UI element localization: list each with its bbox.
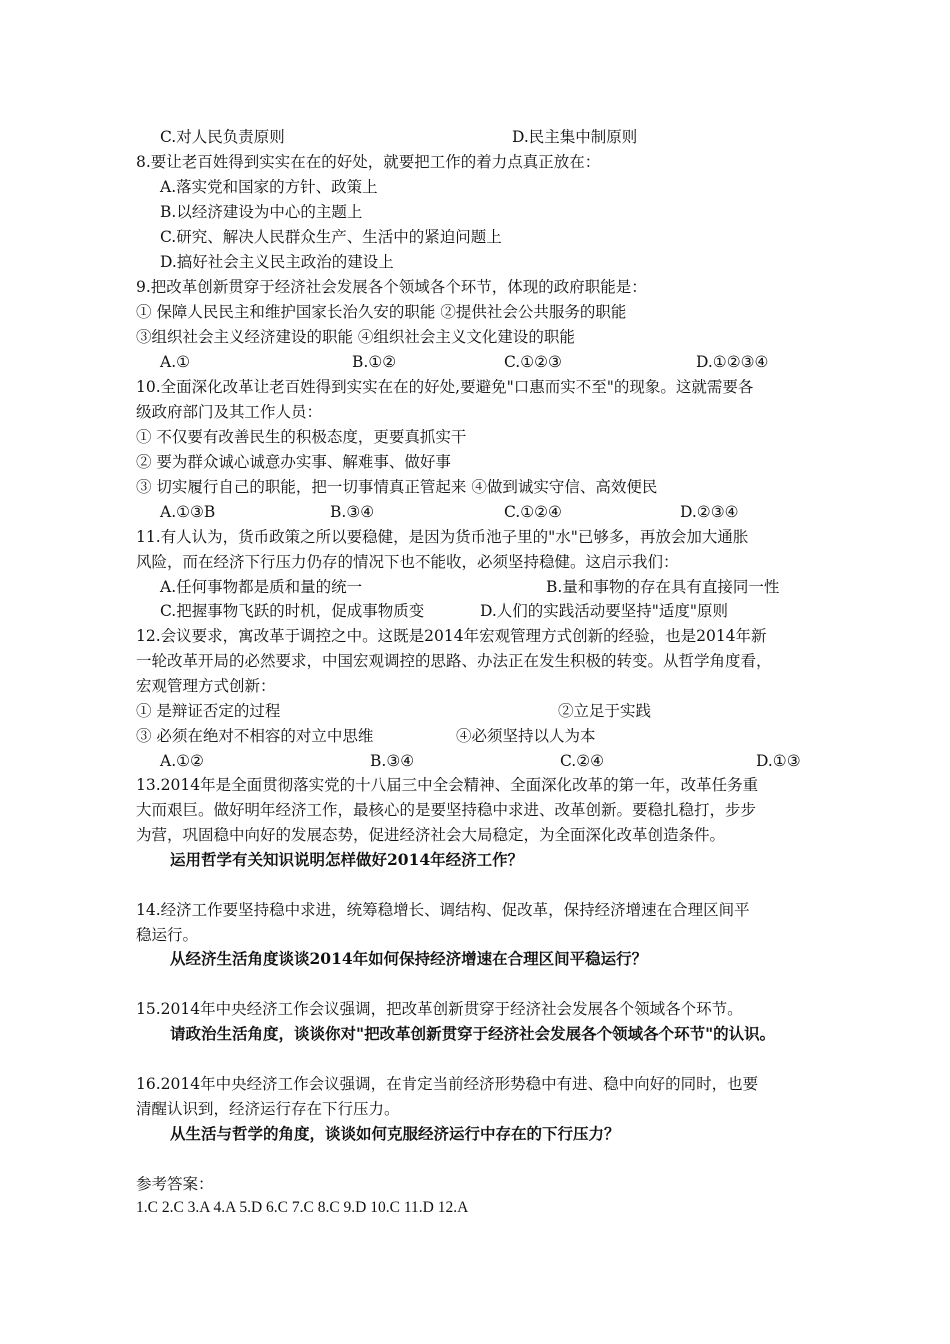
q13-stem-1: 13.2014年是全面贯彻落实党的十八届三中全会精神、全面深化改革的第一年，改革任务重	[136, 776, 759, 794]
q10-option-b: B.③④	[330, 503, 375, 521]
q12-stem-1: 12.会议要求，寓改革于调控之中。这既是2014年宏观管理方式创新的经验，也是2014年新	[136, 627, 767, 645]
q12-option-d: D.①③	[756, 752, 801, 770]
q8-option-c: C.研究、解决人民群众生产、生活中的紧迫问题上	[160, 228, 502, 246]
q11-option-d: D.人们的实践活动要坚持"适度"原则	[480, 602, 729, 620]
q9-option-d: D.①②③④	[696, 353, 769, 371]
q10-item-1: ① 不仅要有改善民生的积极态度，更要真抓实干	[136, 428, 467, 446]
q16-question: 从生活与哲学的角度，谈谈如何克服经济运行中存在的下行压力？	[170, 1124, 620, 1143]
q15-question: 请政治生活角度，谈谈你对"把改革创新贯穿于经济社会发展各个领域各个环节"的认识。	[170, 1024, 776, 1043]
q13-stem-2: 大而艰巨。做好明年经济工作，最核心的是要坚持稳中求进、改革创新。要稳扎稳打，步步	[136, 801, 757, 819]
q15-stem: 15.2014年中央经济工作会议强调，把改革创新贯穿于经济社会发展各个领域各个环节。	[136, 1000, 743, 1018]
q9-option-b: B.①②	[352, 353, 397, 371]
q13-question: 运用哲学有关知识说明怎样做好2014年经济工作？	[170, 850, 524, 869]
q16-stem-2: 清醒认识到，经济运行存在下行压力。	[136, 1100, 400, 1118]
q8-option-b: B.以经济建设为中心的主题上	[160, 203, 363, 221]
q9-item-1: ① 保障人民民主和维护国家长治久安的职能 ②提供社会公共服务的职能	[136, 303, 627, 321]
answers-list: 1.C 2.C 3.A 4.A 5.D 6.C 7.C 8.C 9.D 10.C 11.D 12.A	[136, 1199, 469, 1216]
q12-option-c: C.②④	[560, 752, 605, 770]
q8-option-d: D.搞好社会主义民主政治的建设上	[160, 253, 394, 271]
q9-option-c: C.①②③	[504, 353, 562, 371]
q10-item-3: ③ 切实履行自己的职能，把一切事情真正管起来 ④做到诚实守信、高效便民	[136, 478, 658, 496]
q10-stem-2: 级政府部门及其工作人员：	[136, 403, 323, 421]
q10-option-c: C.①②④	[504, 503, 562, 521]
q12-stem-3: 宏观管理方式创新：	[136, 677, 276, 695]
q14-stem-2: 稳运行。	[136, 926, 199, 944]
q12-option-a: A.①②	[160, 752, 204, 770]
q9-stem: 9.把改革创新贯穿于经济社会发展各个领域各个环节，体现的政府职能是：	[136, 278, 647, 296]
q10-option-d: D.②③④	[680, 503, 739, 521]
q16-stem-1: 16.2014年中央经济工作会议强调，在肯定当前经济形势稳中有进、稳中向好的同时，也要	[136, 1075, 759, 1093]
q10-stem-1: 10.全面深化改革让老百姓得到实实在在的好处,要避免"口惠而实不至"的现象。这就需要各	[136, 378, 754, 396]
answers-title: 参考答案：	[136, 1175, 214, 1193]
q12-item-3: ③ 必须在绝对不相容的对立中思维	[136, 727, 374, 745]
q10-option-a: A.①③B	[160, 503, 216, 521]
q11-option-c: C.把握事物飞跃的时机，促成事物质变	[160, 602, 425, 620]
q11-stem-2: 风险，而在经济下行压力仍存的情况下也不能收，必须坚持稳健。这启示我们：	[136, 553, 679, 571]
q12-option-b: B.③④	[370, 752, 415, 770]
q11-option-a: A.任何事物都是质和量的统一	[160, 578, 363, 596]
q11-option-b: B.量和事物的存在具有直接同一性	[546, 578, 780, 596]
q11-stem-1: 11.有人认为，货币政策之所以要稳健，是因为货币池子里的"水"已够多，再放会加大通胀	[136, 528, 749, 546]
q13-stem-3: 为营，巩固稳中向好的发展态势，促进经济社会大局稳定，为全面深化改革创造条件。	[136, 826, 726, 844]
q12-stem-2: 一轮改革开局的必然要求，中国宏观调控的思路、办法正在发生积极的转变。从哲学角度看，	[136, 652, 772, 670]
q10-item-2: ② 要为群众诚心诚意办实事、解难事、做好事	[136, 453, 451, 471]
q12-item-1: ① 是辩证否定的过程	[136, 702, 281, 720]
q14-stem-1: 14.经济工作要坚持稳中求进，统筹稳增长、调结构、促改革，保持经济增速在合理区间平	[136, 901, 750, 919]
q8-option-a: A.落实党和国家的方针、政策上	[160, 178, 378, 196]
q8-stem: 8.要让老百姓得到实实在在的好处，就要把工作的着力点真正放在：	[136, 153, 601, 171]
q12-item-2: ②立足于实践	[558, 702, 652, 720]
q14-question: 从经济生活角度谈谈2014年如何保持经济增速在合理区间平稳运行？	[170, 949, 648, 968]
q9-item-2: ③组织社会主义经济建设的职能 ④组织社会主义文化建设的职能	[136, 328, 575, 346]
q7-option-c: C.对人民负责原则	[160, 128, 285, 146]
q12-item-4: ④必须坚持以人为本	[456, 727, 596, 745]
q9-option-a: A.①	[160, 353, 191, 371]
q7-option-d: D.民主集中制原则	[512, 128, 638, 146]
